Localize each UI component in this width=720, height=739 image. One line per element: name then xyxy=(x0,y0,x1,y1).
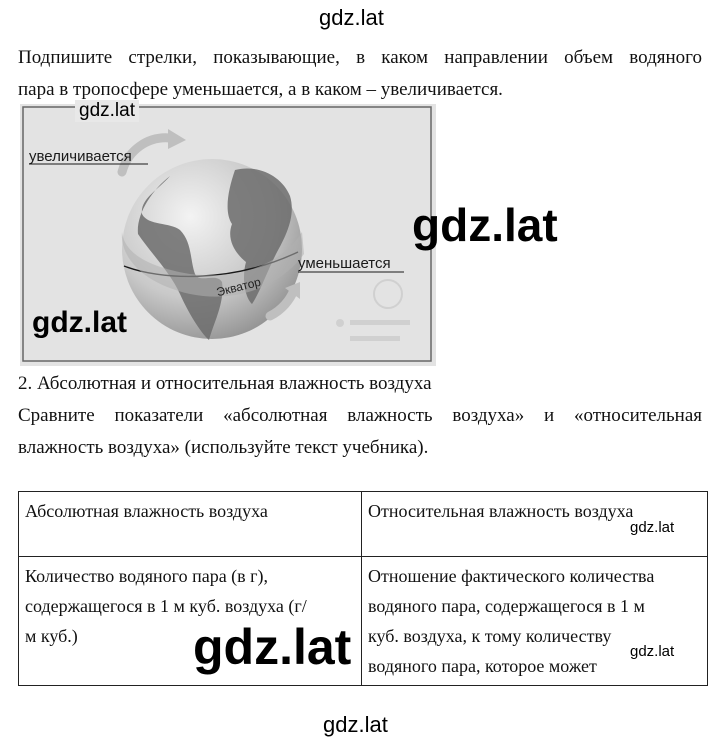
task1-line-2: пара в тропосфере уменьшается, а в каком – увеличивается. xyxy=(18,79,503,100)
table-header-row xyxy=(19,492,708,557)
section2-line-2: влажность воздуха» (используйте текст учебника). xyxy=(18,437,429,458)
cell-line: содержащегося в 1 м куб. воздуха (г/ xyxy=(25,596,307,616)
cell-line: Количество водяного пара (в г), xyxy=(25,566,269,586)
watermark-left: gdz.lat xyxy=(32,306,127,339)
arrow-label-decrease: уменьшается xyxy=(298,255,391,272)
cell-relative-definition xyxy=(362,557,708,686)
equator-label: Экватор xyxy=(214,274,263,300)
watermark-bottom: gdz.lat xyxy=(323,712,388,737)
task1-instruction xyxy=(18,42,702,106)
table-row xyxy=(19,557,708,686)
cell-line: м куб.) xyxy=(25,626,78,646)
cell-line: водяного пара, содержащегося в 1 м xyxy=(368,596,645,616)
comparison-table xyxy=(18,491,708,686)
watermark-top: gdz.lat xyxy=(319,5,384,30)
background-text-ghost xyxy=(336,280,410,341)
task1-line-1: Подпишите стрелки, показывающие, в каком направлении объем водяного xyxy=(18,47,702,68)
watermark-middle: gdz.lat xyxy=(193,619,352,675)
cell-line: водяного пара, которое может xyxy=(368,656,597,676)
section2-heading: 2. Абсолютная и относительная влажность воздуха xyxy=(18,373,432,394)
watermark-right: gdz.lat xyxy=(412,199,558,251)
header-relative-humidity: Относительная влажность воздуха xyxy=(362,492,708,557)
watermark-table-small-1: gdz.lat xyxy=(630,519,675,536)
watermark-table-small-2: gdz.lat xyxy=(630,643,675,660)
watermark-image: gdz.lat xyxy=(75,100,139,122)
cell-line: Отношение фактического количества xyxy=(368,566,655,586)
cell-line: куб. воздуха, к тому количеству xyxy=(368,626,612,646)
header-absolute-humidity: Абсолютная влажность воздуха xyxy=(19,492,362,557)
section2-line-1: Сравните показатели «абсолютная влажность воздуха» и «относительная xyxy=(18,405,702,426)
arrow-label-increase: увеличивается xyxy=(29,148,132,165)
section2-instruction xyxy=(18,400,702,464)
